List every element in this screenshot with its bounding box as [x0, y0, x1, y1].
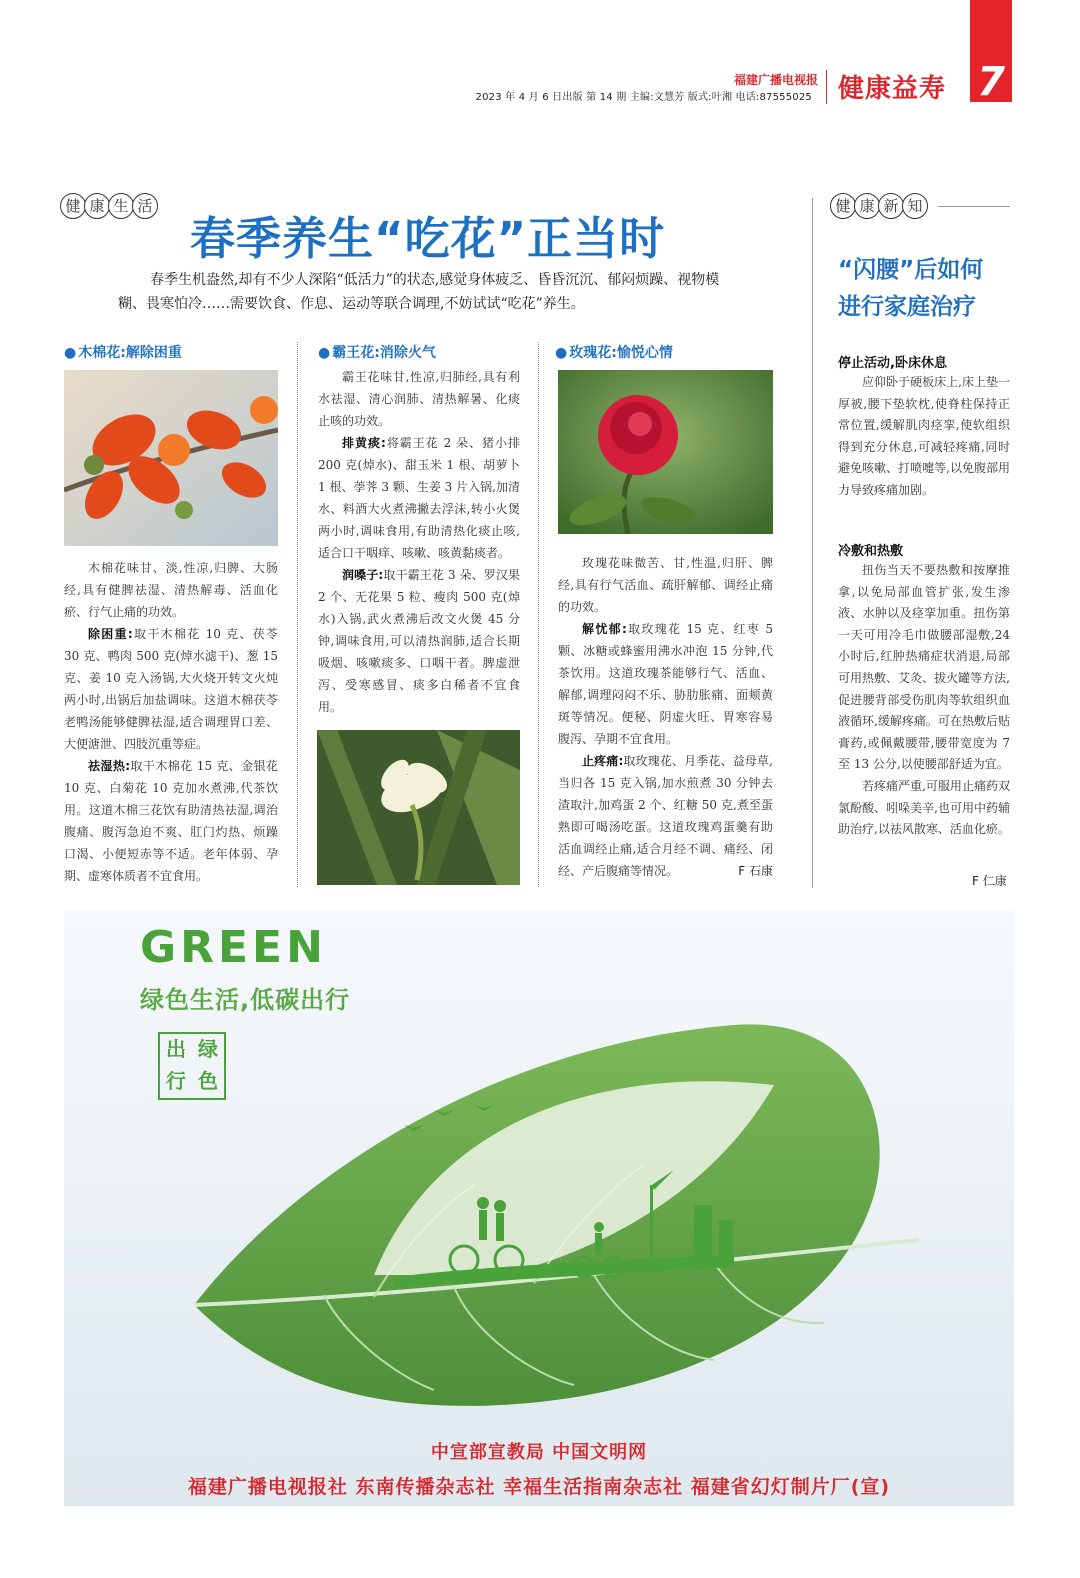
tag-char: 健	[830, 193, 856, 219]
recipe-name: 祛湿热:	[88, 759, 131, 773]
masthead-divider	[826, 70, 827, 104]
tag-char: 活	[132, 193, 158, 219]
column-divider	[538, 342, 539, 887]
paragraph	[558, 750, 773, 882]
green-travel-ad	[64, 910, 1014, 1506]
paragraph	[558, 618, 773, 750]
heading-text: 玫瑰花:愉悦心情	[569, 345, 673, 361]
tag-char: 康	[854, 193, 880, 219]
subheading: 冷敷和热敷	[838, 544, 904, 559]
rose-photo	[558, 370, 773, 534]
seal-char: 出	[166, 1037, 186, 1061]
column-divider	[297, 342, 298, 887]
recipe-text: 将霸王花 2 朵、猪小排 200 克(焯水)、甜玉米 1 根、胡萝卜 1 根、荸荠 3 颗、生姜 3 片入锅,加清水、料酒大火煮沸撇去浮沫,转小火煲两小时,调味食用,有助清热化痰止咳,适合口干咽痒、咳嗽、咳黄黏痰者。	[318, 436, 520, 560]
paragraph	[64, 623, 278, 755]
headline: 春季养生“吃花”正当时	[190, 212, 666, 265]
ad-credit-line-1: 中宣部宣教局 中国文明网	[430, 1442, 648, 1463]
section-title: 健康益寿	[838, 74, 947, 104]
intro-paragraph: 春季生机盎然,却有不少人深陷“低活力”的状态,感觉身体疲乏、昏昏沉沉、郁闷烦躁、视物模糊、畏寒怕冷……需要饮食、作息、运动等联合调理,不妨试试“吃花”养生。	[118, 272, 720, 312]
ad-credit-line-2: 福建广播电视报社 东南传播杂志社 幸福生活指南杂志社 福建省幻灯制片厂(宣)	[187, 1476, 891, 1498]
bullet-icon: ●	[318, 345, 331, 361]
paragraph: 霸王花味甘,性凉,归肺经,具有利水祛湿、清心润肺、清热解暑、化痰止咳的功效。	[318, 370, 520, 428]
tag-char: 生	[108, 193, 134, 219]
byline: F 石康	[738, 864, 773, 878]
paragraph	[64, 755, 278, 887]
bullet-icon: ●	[555, 345, 568, 361]
paragraph: 应仰卧于硬板床上,床上垫一厚被,腰下垫软枕,使脊柱保持正常位置,缓解肌肉痉挛,使软组织得到充分休息,可减轻疼痛,同时避免咳嗽、打喷嚏等,以免腹部用力导致疼痛加剧。	[838, 375, 1010, 497]
sidebar-divider	[812, 198, 813, 888]
page-number-tab: 7	[970, 0, 1012, 102]
kapok-flower-photo	[64, 370, 278, 546]
recipe-text: 取玫瑰花 15 克、红枣 5 颗、冰糖或蜂蜜用沸水冲泡 15 分钟,代茶饮用。这道玫瑰茶能够行气、活血、解郁,调理闷闷不乐、胁肋胀痛、面颊黄斑等情况。便秘、阴虚火旺、胃寒容易腹泻、孕期不宜食用。	[558, 622, 773, 746]
rose-article	[558, 552, 773, 882]
section-heading-rose	[555, 342, 673, 362]
recipe-name: 排黄痰:	[342, 436, 386, 450]
recipe-text: 取干霸王花 3 朵、罗汉果 2 个、无花果 5 粒、瘦肉 500 克(焯水)入锅,武火煮沸后改文火煲 45 分钟,调味食用,可以清热润肺,适合长期吸烟、咳嗽痰多、口咽干者。脾虚泄泻、受寒感冒、痰多白稀者不宜食用。	[318, 568, 520, 714]
recipe-name: 除困重:	[88, 627, 133, 641]
leaf-illustration	[174, 1005, 934, 1425]
recipe-name: 润嗓子:	[342, 568, 384, 582]
column-tag-health-knowledge	[830, 193, 926, 219]
tag-char: 健	[60, 193, 86, 219]
seal-char: 绿	[198, 1037, 218, 1061]
tag-rule	[938, 206, 1010, 207]
recipe-text: 取玫瑰花、月季花、益母草,当归各 15 克入锅,加水煎煮 30 分钟去渣取汁,加鸡蛋 2 个、红糖 50 克,煮至蛋熟即可喝汤吃蛋。这道玫瑰鸡蛋羹有助活血调经止痛,适合月经不调、痛经、闭经、产后腹痛等情况。	[558, 754, 773, 878]
tag-char: 康	[84, 193, 110, 219]
sidebar-section-2	[838, 560, 1010, 841]
paragraph	[318, 432, 520, 564]
paragraph: 玫瑰花味微苦、甘,性温,归肝、脾经,具有行气活血、疏肝解郁、调经止痛的功效。	[558, 556, 773, 614]
paragraph: 扭伤当天不要热敷和按摩推拿,以免局部血管扩张,发生渗液、水肿以及痉挛加重。扭伤第一天可用冷毛巾做腰部湿敷,24 小时后,红肿热痛症状消退,局部可用热敷、艾灸、拔火罐等方法,促进腰背部受伤肌肉等软组织血液循环,缓解疼痛。可在热敷后贴膏药,或佩戴腰带,腰带宽度为 7 至 13 公分,以使腰部舒适为宜。	[838, 563, 1010, 772]
tag-char: 知	[902, 193, 928, 219]
recipe-name: 止疼痛:	[582, 754, 624, 768]
cereus-flower-photo	[317, 730, 520, 885]
sidebar-section-1	[838, 372, 1010, 502]
title-line: 进行家庭治疗	[838, 294, 976, 320]
kapok-article	[64, 557, 278, 887]
ad-green-word: GREEN	[140, 922, 327, 973]
section-heading-night-blooming-cereus	[318, 342, 436, 362]
heading-text: 霸王花:消除火气	[332, 345, 436, 361]
column-tag-health-life	[60, 193, 156, 219]
cereus-article	[318, 366, 520, 718]
section-heading-kapok	[64, 342, 182, 362]
heading-text: 木棉花:解除困重	[78, 345, 182, 361]
byline: F 仁康	[972, 874, 1007, 888]
paragraph: 若疼痛严重,可服用止痛药双氯酚酸、吲哚美辛,也可用中药辅助治疗,以祛风散寒、活血化瘀。	[838, 778, 1010, 837]
paragraph	[318, 564, 520, 718]
subheading: 停止活动,卧床休息	[838, 356, 947, 371]
sidebar-title	[838, 252, 983, 326]
bullet-icon: ●	[64, 345, 77, 361]
masthead-paper-name: 福建广播电视报	[733, 73, 818, 87]
seal-char: 色	[198, 1069, 218, 1093]
paragraph: 木棉花味甘、淡,性凉,归脾、大肠经,具有健脾祛湿、清热解毒、活血化瘀、行气止痛的功效。	[64, 561, 278, 619]
recipe-text: 取干木棉花 10 克、茯苓 30 克、鸭肉 500 克(焯水滤干)、葱 15 克、姜 10 克入汤锅,大火烧开转文火炖两小时,出锅后加盐调味。这道木棉茯苓老鸭汤能够健脾祛湿,适合调理胃口差、大便溏泄、四肢沉重等症。	[64, 627, 278, 751]
tag-char: 新	[878, 193, 904, 219]
ad-slogan: 绿色生活,低碳出行	[140, 986, 351, 1014]
masthead-issue-info: 2023 年 4 月 6 日出版 第 14 期 主编:文慧芳 版式:叶湘 电话:87555025	[475, 92, 812, 103]
recipe-name: 解忧郁:	[582, 622, 627, 636]
recipe-text: 取干木棉花 15 克、金银花 10 克、白菊花 10 克加水煮沸,代茶饮用。这道木棉三花饮有助清热祛湿,调治腹痛、腹泻急迫不爽、肛门灼热、烦躁口渴、小便短赤等不适。老年体弱、孕期、虚寒体质者不宜食用。	[64, 759, 278, 883]
title-line: “闪腰”后如何	[838, 257, 984, 283]
seal-char: 行	[166, 1069, 186, 1093]
